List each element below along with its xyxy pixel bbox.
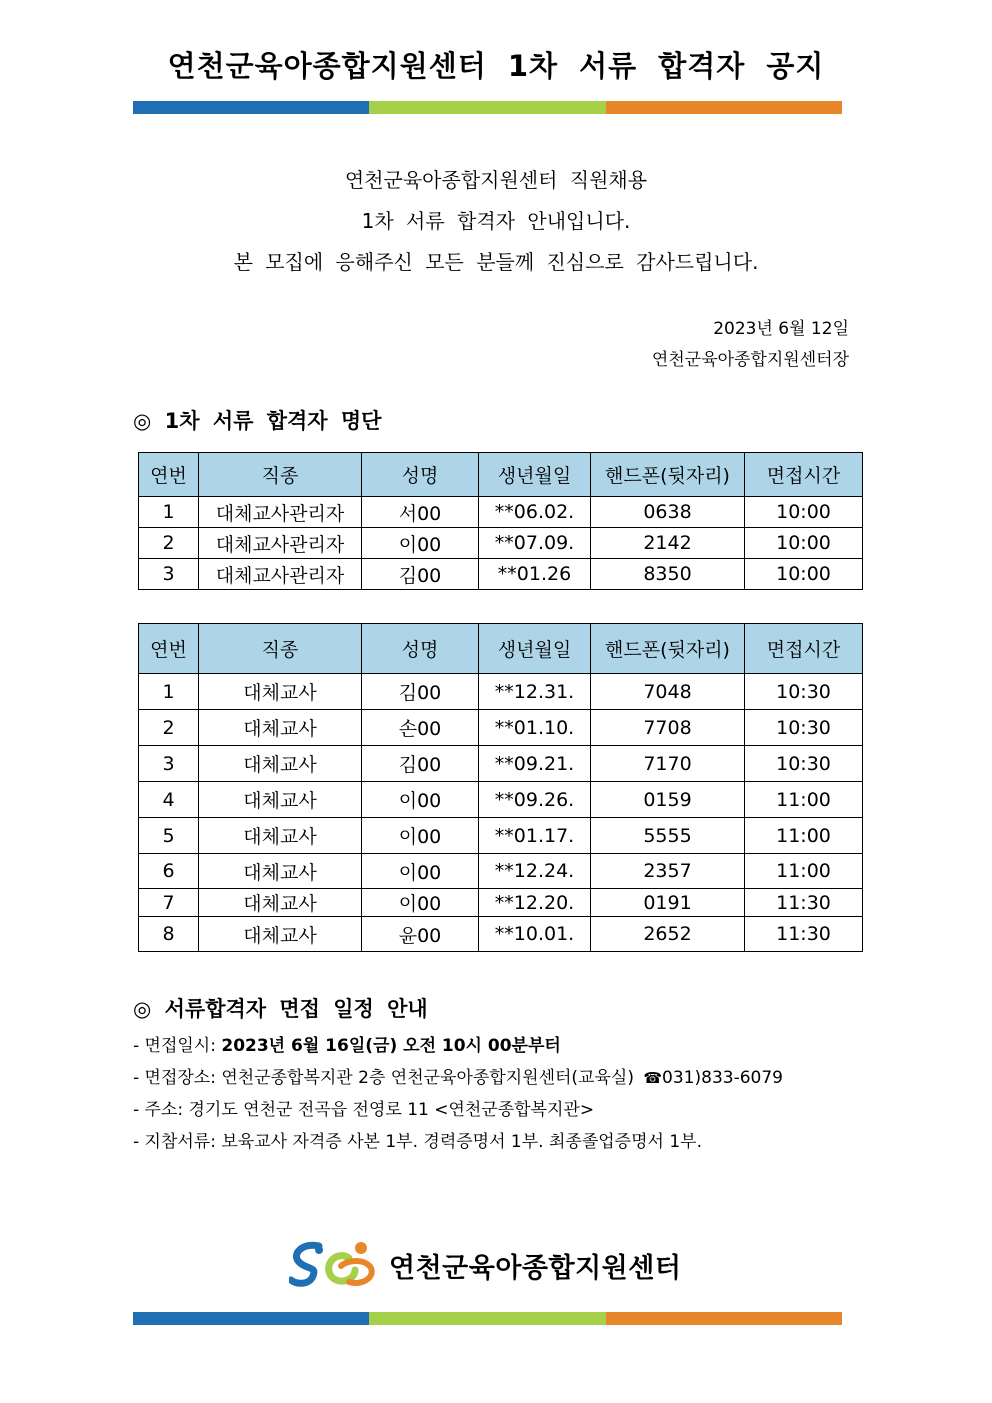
table-row <box>139 746 863 782</box>
cell-phone: 7170 <box>591 746 745 782</box>
cell-no: 8 <box>139 917 199 952</box>
cell-birth: **01.26 <box>479 559 591 590</box>
cell-no: 2 <box>139 710 199 746</box>
header-time: 면접시간 <box>745 453 863 497</box>
issuer-name: 연천군육아종합지원센터장 <box>651 350 849 370</box>
bar-segment-orange <box>606 101 842 114</box>
cell-birth: **01.17. <box>479 818 591 854</box>
cell-no: 3 <box>139 559 199 590</box>
cell-no: 2 <box>139 528 199 559</box>
header-no: 연번 <box>139 453 199 497</box>
cell-time: 11:30 <box>745 889 863 917</box>
cell-name: 이00 <box>362 528 479 559</box>
header-name: 성명 <box>362 453 479 497</box>
table-row <box>139 497 863 528</box>
roster-table-managers <box>138 452 863 590</box>
cell-no: 3 <box>139 746 199 782</box>
header-time: 면접시간 <box>745 624 863 674</box>
bar-segment-orange <box>606 1312 842 1325</box>
header-job: 직종 <box>199 453 362 497</box>
cell-no: 6 <box>139 854 199 889</box>
cell-phone: 0191 <box>591 889 745 917</box>
cell-phone: 7708 <box>591 710 745 746</box>
contact-phone: 031)833-6079 <box>662 1068 783 1088</box>
table-row <box>139 710 863 746</box>
cell-phone: 0159 <box>591 782 745 818</box>
cell-phone: 2142 <box>591 528 745 559</box>
cell-job: 대체교사관리자 <box>199 559 362 590</box>
intro-line: 1차 서류 합격자 안내입니다. <box>361 209 631 233</box>
cell-no: 4 <box>139 782 199 818</box>
bar-segment-green <box>369 101 605 114</box>
cell-time: 10:30 <box>745 674 863 710</box>
bar-segment-blue <box>133 101 369 114</box>
cell-name: 손00 <box>362 710 479 746</box>
cell-name: 윤00 <box>362 917 479 952</box>
cell-name: 이00 <box>362 818 479 854</box>
cell-birth: **12.20. <box>479 889 591 917</box>
cell-phone: 2652 <box>591 917 745 952</box>
cell-birth: **06.02. <box>479 497 591 528</box>
cell-name: 김00 <box>362 746 479 782</box>
cell-phone: 5555 <box>591 818 745 854</box>
cell-time: 11:00 <box>745 782 863 818</box>
table-header-row <box>139 624 863 674</box>
footer-logo <box>289 1240 681 1290</box>
cell-name: 김00 <box>362 674 479 710</box>
cell-birth: **09.21. <box>479 746 591 782</box>
table-row <box>139 889 863 917</box>
cell-birth: **07.09. <box>479 528 591 559</box>
page-title: 연천군육아종합지원센터 1차 서류 합격자 공지 <box>167 49 825 83</box>
cell-name: 이00 <box>362 782 479 818</box>
cell-time: 10:00 <box>745 497 863 528</box>
intro-line: 연천군육아종합지원센터 직원채용 <box>344 168 648 192</box>
cell-job: 대체교사관리자 <box>199 528 362 559</box>
cell-phone: 7048 <box>591 674 745 710</box>
cell-no: 7 <box>139 889 199 917</box>
interview-date-value: 2023년 6월 16일(금) 오전 10시 00분부터 <box>221 1036 561 1056</box>
section-heading-roster: ◎ 1차 서류 합격자 명단 <box>133 409 382 433</box>
cell-time: 10:00 <box>745 559 863 590</box>
cell-job: 대체교사 <box>199 889 362 917</box>
header-birth: 생년월일 <box>479 624 591 674</box>
interview-place: - 면접장소: 연천군종합복지관 2층 연천군육아종합지원센터(교육실) <box>133 1068 634 1088</box>
cell-birth: **09.26. <box>479 782 591 818</box>
cell-no: 5 <box>139 818 199 854</box>
interview-date-label: - 면접일시: <box>133 1036 222 1056</box>
intro-line: 본 모집에 응해주신 모든 분들께 진심으로 감사드립니다. <box>233 250 759 274</box>
cell-job: 대체교사 <box>199 854 362 889</box>
interview-info <box>133 1030 783 1158</box>
cell-phone: 2357 <box>591 854 745 889</box>
interview-place-line <box>133 1062 783 1094</box>
cell-no: 1 <box>139 674 199 710</box>
header-phone: 핸드폰(뒷자리) <box>591 453 745 497</box>
cell-job: 대체교사 <box>199 818 362 854</box>
section-heading-interview: ◎ 서류합격자 면접 일정 안내 <box>133 997 428 1021</box>
phone-icon: ☎ <box>643 1069 663 1087</box>
cell-phone: 8350 <box>591 559 745 590</box>
cell-time: 10:00 <box>745 528 863 559</box>
cell-birth: **12.31. <box>479 674 591 710</box>
table-row <box>139 917 863 952</box>
header-name: 성명 <box>362 624 479 674</box>
cell-job: 대체교사 <box>199 674 362 710</box>
table-row <box>139 818 863 854</box>
bar-segment-blue <box>133 1312 369 1325</box>
header-phone: 핸드폰(뒷자리) <box>591 624 745 674</box>
cell-job: 대체교사 <box>199 746 362 782</box>
footer-org-name: 연천군육아종합지원센터 <box>389 1252 682 1284</box>
cell-name: 이00 <box>362 889 479 917</box>
cell-birth: **12.24. <box>479 854 591 889</box>
cell-job: 대체교사 <box>199 917 362 952</box>
cell-job: 대체교사관리자 <box>199 497 362 528</box>
cell-time: 11:30 <box>745 917 863 952</box>
table-row <box>139 782 863 818</box>
header-no: 연번 <box>139 624 199 674</box>
documents-line: - 지참서류: 보육교사 자격증 사본 1부. 경력증명서 1부. 최종졸업증명서 1부. <box>133 1132 702 1152</box>
center-logo-icon <box>289 1240 375 1290</box>
issue-date: 2023년 6월 12일 <box>713 319 849 339</box>
cell-job: 대체교사 <box>199 710 362 746</box>
cell-job: 대체교사 <box>199 782 362 818</box>
bar-segment-green <box>369 1312 605 1325</box>
cell-time: 11:00 <box>745 818 863 854</box>
cell-name: 서00 <box>362 497 479 528</box>
address-line: - 주소: 경기도 연천군 전곡읍 전영로 11 <연천군종합복지관> <box>133 1100 595 1120</box>
cell-time: 10:30 <box>745 746 863 782</box>
cell-phone: 0638 <box>591 497 745 528</box>
header-birth: 생년월일 <box>479 453 591 497</box>
table-header-row <box>139 453 863 497</box>
cell-time: 10:30 <box>745 710 863 746</box>
cell-no: 1 <box>139 497 199 528</box>
table-row <box>139 854 863 889</box>
cell-time: 11:00 <box>745 854 863 889</box>
table-row <box>139 528 863 559</box>
top-color-bar <box>133 101 842 114</box>
header-job: 직종 <box>199 624 362 674</box>
issuer-block <box>652 314 849 376</box>
interview-date-line <box>133 1030 783 1062</box>
roster-table-teachers <box>138 623 863 952</box>
cell-birth: **01.10. <box>479 710 591 746</box>
table-row <box>139 559 863 590</box>
cell-name: 김00 <box>362 559 479 590</box>
table-row <box>139 674 863 710</box>
bottom-color-bar <box>133 1312 842 1325</box>
cell-birth: **10.01. <box>479 917 591 952</box>
cell-name: 이00 <box>362 854 479 889</box>
intro-message <box>0 160 992 283</box>
